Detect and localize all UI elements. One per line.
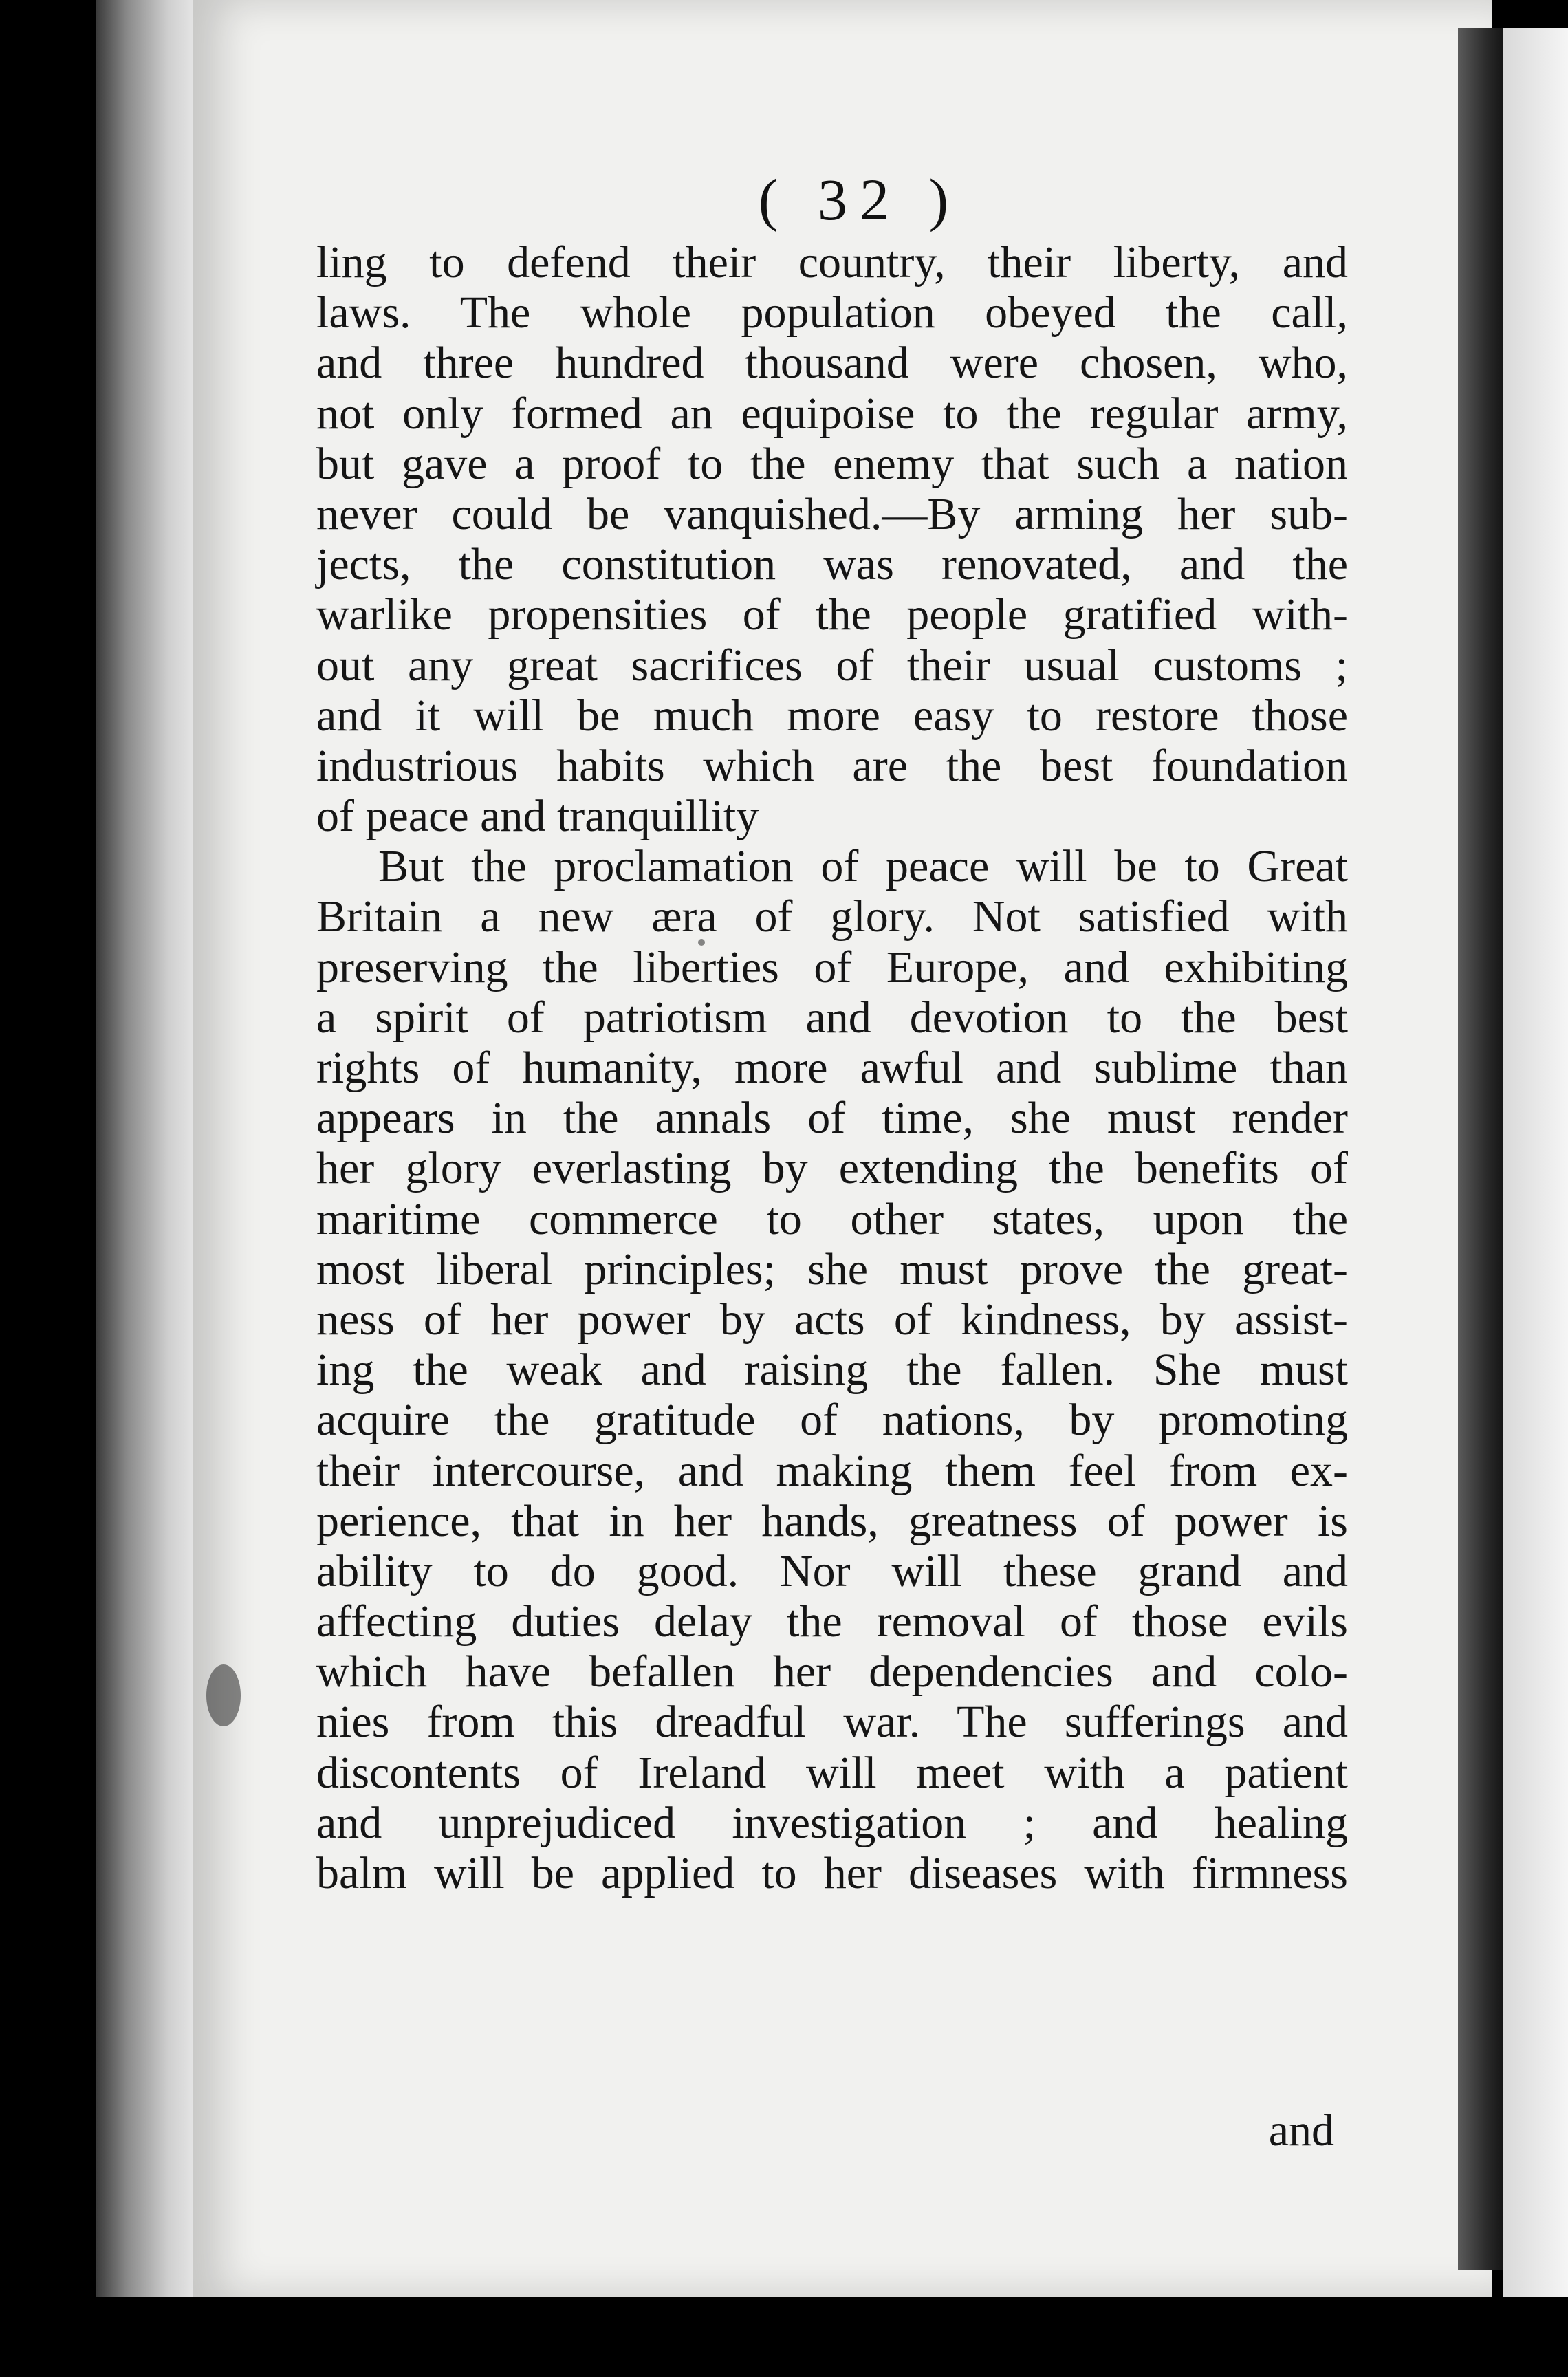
text-line: maritime commerce to other states, upon the xyxy=(316,1193,1348,1244)
paragraph xyxy=(316,841,1348,1898)
paragraph xyxy=(316,237,1348,841)
text-line: perience, that in her hands, greatness of power is xyxy=(316,1495,1348,1546)
ink-smudge xyxy=(206,1664,241,1726)
text-line: of peace and tranquillity xyxy=(316,791,759,842)
catchword: and xyxy=(1268,2105,1334,2156)
bottom-border xyxy=(0,2297,1568,2377)
text-line: acquire the gratitude of nations, by promoting xyxy=(316,1395,1348,1446)
text-line: ness of her power by acts of kindness, by assist- xyxy=(316,1294,1348,1345)
page-number: ( 32 ) xyxy=(758,166,961,232)
text-line: nies from this dreadful war. The sufferings and xyxy=(316,1697,1348,1748)
text-line: discontents of Ireland will meet with a patient xyxy=(316,1747,1348,1798)
text-line: their intercourse, and making them feel from ex- xyxy=(316,1445,1348,1496)
text-line: rights of humanity, more awful and sublime than xyxy=(316,1043,1348,1093)
text-line: balm will be applied to her diseases with firmness xyxy=(316,1848,1348,1898)
text-line: But the proclamation of peace will be to Great xyxy=(378,841,1348,892)
text-line: and unprejudiced investigation ; and healing xyxy=(316,1797,1348,1848)
right-page-edge xyxy=(1503,28,1568,2318)
text-line: ing the weak and raising the fallen. She must xyxy=(316,1345,1348,1396)
body-text xyxy=(316,237,1348,1898)
text-line: warlike propensities of the people gratified with- xyxy=(316,589,1348,640)
right-page-edge-shadow xyxy=(1458,28,1506,2270)
text-line: ability to do good. Nor will these grand and xyxy=(316,1545,1348,1596)
text-line: and it will be much more easy to restore those xyxy=(316,690,1348,741)
text-line: out any great sacrifices of their usual customs ; xyxy=(316,640,1348,691)
text-line: preserving the liberties of Europe, and exhibiting xyxy=(316,942,1348,992)
text-line: Britain a new æra of glory. Not satisfied with xyxy=(316,891,1348,942)
text-line: a spirit of patriotism and devotion to the best xyxy=(316,992,1348,1043)
text-line: but gave a proof to the enemy that such a nation xyxy=(316,438,1348,489)
text-line: most liberal principles; she must prove the great- xyxy=(316,1244,1348,1294)
text-line: which have befallen her dependencies and colo- xyxy=(316,1647,1348,1697)
text-line: her glory everlasting by extending the benefits of xyxy=(316,1143,1348,1194)
text-line: jects, the constitution was renovated, and the xyxy=(316,539,1348,590)
text-line: never could be vanquished.—By arming her sub- xyxy=(316,488,1348,539)
text-line: industrious habits which are the best foundation xyxy=(316,740,1348,791)
text-line: and three hundred thousand were chosen, who, xyxy=(316,338,1348,389)
text-line: affecting duties delay the removal of those evils xyxy=(316,1596,1348,1647)
text-line: appears in the annals of time, she must render xyxy=(316,1093,1348,1144)
binding-gutter xyxy=(96,0,199,2297)
text-line: laws. The whole population obeyed the call, xyxy=(316,287,1348,338)
text-line: ling to defend their country, their liberty, and xyxy=(316,237,1348,287)
text-line: not only formed an equipoise to the regular army, xyxy=(316,388,1348,439)
